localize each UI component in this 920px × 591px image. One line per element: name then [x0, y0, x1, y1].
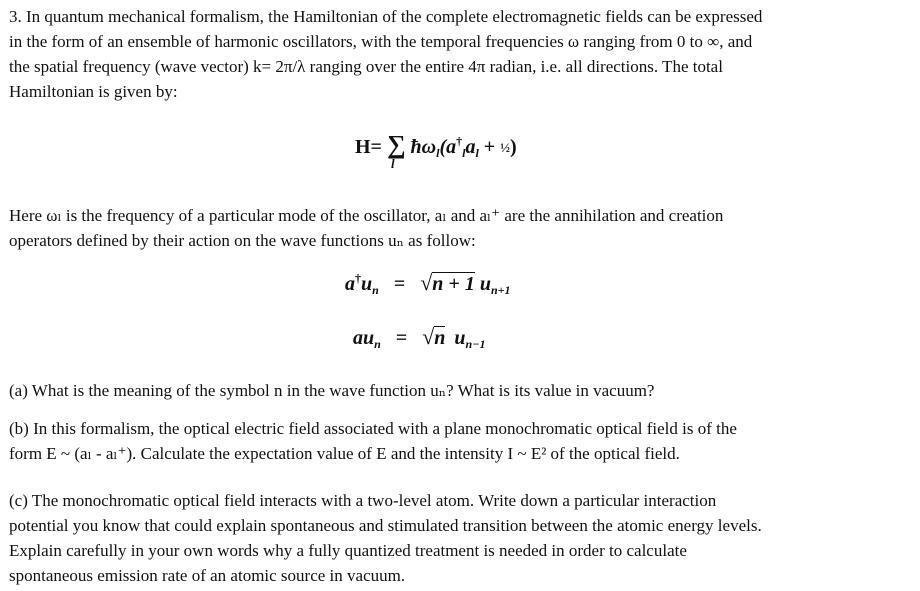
part-b-line: form E ~ (aₗ - aₗ⁺). Calculate the expectation value of E and the intensity I ~ E² of the optical field.: [9, 444, 680, 463]
intro-line: 3. In quantum mechanical formalism, the Hamiltonian of the complete electromagnetic fields can be expressed: [9, 7, 763, 26]
creation-u-subscript: n: [372, 283, 379, 297]
intro-line: the spatial frequency (wave vector) k= 2π/λ ranging over the entire 4π radian, i.e. all directions. The total: [9, 57, 723, 76]
part-b-line: (b) In this formalism, the optical electric field associated with a plane monochromatic optical field is of the: [9, 419, 737, 438]
problem-intro: [9, 4, 911, 104]
plus-sign: +: [478, 136, 501, 158]
annihilation-rhs-subscript: n−1: [465, 337, 486, 351]
creation-u: u: [361, 273, 373, 295]
question-part-a: [9, 378, 911, 403]
creation-rhs-subscript: n+1: [490, 283, 511, 297]
sum-symbol: ∑: [386, 130, 406, 159]
creation-equals: =: [393, 273, 406, 295]
intro-line: in the form of an ensemble of harmonic oscillators, with the temporal frequencies ω ranging from 0 to ∞, and: [9, 32, 753, 51]
a-subscript: l: [462, 146, 466, 160]
dagger-symbol: †: [456, 134, 463, 148]
part-c-line: Explain carefully in your own words why a fully quantized treatment is needed in order to calculate: [9, 541, 687, 560]
creation-dagger: †: [355, 271, 361, 285]
paren-a: (a: [439, 136, 457, 158]
close-paren: ): [509, 136, 517, 158]
summation: [386, 130, 406, 171]
creation-rhs-u: u: [479, 273, 491, 295]
operator-definition: [9, 203, 911, 253]
annihilation-radicand: n: [434, 327, 446, 349]
annihilation-equals: =: [395, 327, 408, 349]
creation-a: a: [345, 273, 355, 295]
annihilation-rhs-u: u: [454, 327, 466, 349]
annihilation-au: au: [353, 327, 375, 349]
sum-index: l: [390, 156, 395, 171]
question-part-c: [9, 488, 911, 588]
hamiltonian-equation: [355, 130, 517, 171]
second-a-subscript: l: [475, 146, 479, 160]
part-c-line: (c) The monochromatic optical field interacts with a two-level atom. Write down a particular interaction: [9, 491, 717, 510]
creation-operator-equation: [345, 270, 510, 298]
part-c-line: potential you know that could explain spontaneous and stimulated transition between the atomic energy levels.: [9, 516, 762, 535]
second-a: a: [465, 136, 476, 158]
one-half: ½: [500, 140, 510, 155]
part-a-line: (a) What is the meaning of the symbol n in the wave function uₙ? What is its value in vacuum?: [9, 381, 655, 400]
intro-line: Hamiltonian is given by:: [9, 82, 178, 101]
annihilation-u-subscript: n: [374, 337, 381, 351]
annihilation-operator-equation: [353, 324, 486, 352]
sqrt-symbol: √: [420, 270, 433, 295]
part-c-line: spontaneous emission rate of an atomic source in vacuum.: [9, 566, 406, 585]
sqrt-symbol: √: [422, 324, 435, 349]
hbar-omega: ħω: [410, 136, 437, 158]
omega-subscript: l: [436, 146, 440, 160]
creation-radicand: n + 1: [432, 273, 475, 295]
definition-line: operators defined by their action on the wave functions uₙ as follow:: [9, 231, 476, 250]
hamiltonian-lhs: H=: [355, 136, 382, 158]
question-part-b: [9, 416, 911, 466]
definition-line: Here ωₗ is the frequency of a particular mode of the oscillator, aₗ and aₗ⁺ are the annihilation and creation: [9, 206, 724, 225]
